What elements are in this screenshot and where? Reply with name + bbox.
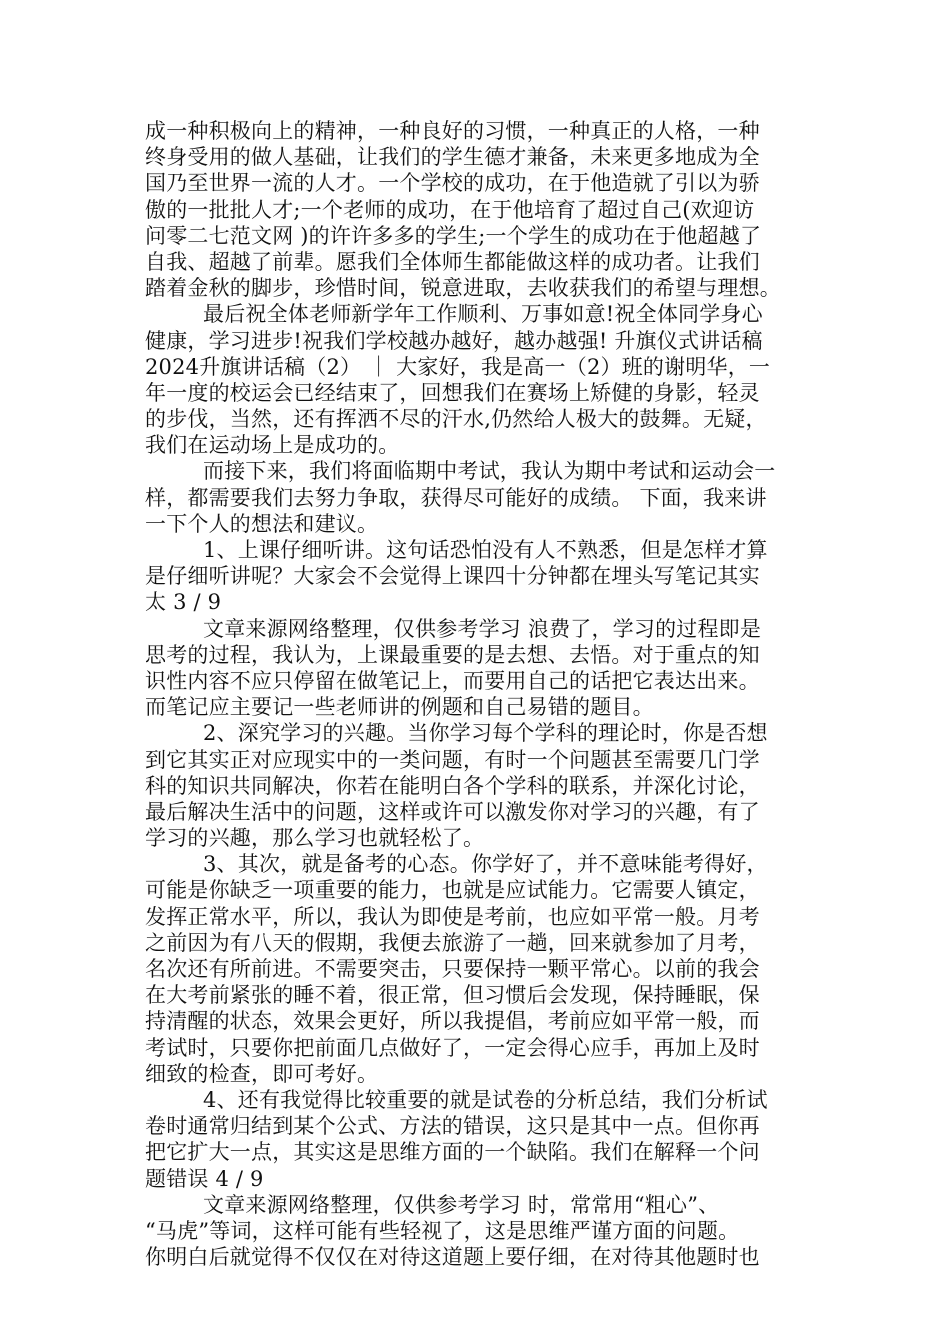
text-line: 2024升旗讲话稿（2） ｜ 大家好，我是高一（2）班的谢明华，一 — [145, 354, 771, 379]
text-line: 你明白后就觉得不仅仅在对待这道题上要仔细，在对待其他题时也 — [145, 1245, 760, 1270]
page-marker-line: 太 3 / 9 — [145, 590, 222, 615]
text-line: 4、还有我觉得比较重要的就是试卷的分析总结，我们分析试 — [203, 1087, 768, 1112]
text-line: 3、其次，就是备考的心态。你学好了，并不意味能考得好， — [203, 852, 768, 877]
text-line: 卷时通常归结到某个公式、方法的错误，这只是其中一点。但你再 — [145, 1114, 760, 1139]
text-line: 1、上课仔细听讲。这句话恐怕没有人不熟悉，但是怎样才算 — [203, 538, 768, 562]
text-line: 2、深究学习的兴趣。当你学习每个学科的理论时，你是否想 — [203, 721, 768, 746]
text-line: 发挥正常水平，所以，我认为即使是考前，也应如平常一般。月考 — [145, 904, 760, 929]
text-line: 国乃至世界一流的人才。一个学校的成功，在于他造就了引以为骄 — [145, 171, 760, 196]
text-line: 是仔细听讲呢？大家会不会觉得上课四十分钟都在埋头写笔记其实 — [145, 564, 760, 589]
text-line: 识性内容不应只停留在做笔记上，而要用自己的话把它表达出来。 — [145, 668, 760, 693]
text-line: 持清醒的状态，效果会更好，所以我提倡，考前应如平常一般，而 — [145, 1009, 760, 1034]
source-note-line: 文章来源网络整理，仅供参考学习 时，常常用“粗心”、 — [203, 1192, 720, 1217]
text-line: 自我、超越了前辈。愿我们全体师生都能做这样的成功者。让我们 — [145, 249, 760, 274]
source-note-line: 文章来源网络整理，仅供参考学习 浪费了，学习的过程即是 — [203, 616, 762, 641]
text-line: 最后祝全体老师新学年工作顺利、万事如意!祝全体同学身心 — [203, 302, 763, 327]
text-line: 思考的过程，我认为，上课最重要的是去想、去悟。对于重点的知 — [145, 642, 760, 667]
text-line: 样，都需要我们去努力争取，获得尽可能好的成绩。 下面，我来讲 — [145, 485, 767, 510]
text-line: 健康，学习进步!祝我们学校越办越好，越办越强! 升旗仪式讲话稿 — [145, 328, 763, 353]
text-line: 的步伐，当然，还有挥洒不尽的汗水,仍然给人极大的鼓舞。无疑， — [145, 407, 767, 432]
text-line: 学习的兴趣，那么学习也就轻松了。 — [145, 826, 485, 851]
text-line: 名次还有所前进。不需要突击，只要保持一颗平常心。以前的我会 — [145, 957, 760, 981]
text-line: 年一度的校运会已经结束了，回想我们在赛场上矫健的身影，轻灵 — [145, 380, 760, 405]
text-line: 在大考前紧张的睡不着，很正常，但习惯后会发现，保持睡眠，保 — [145, 983, 760, 1008]
text-line: 把它扩大一点，其实这是思维方面的一个缺陷。我们在解释一个问 — [145, 1140, 760, 1165]
text-line: 科的知识共同解决，你若在能明白各个学科的联系，并深化讨论， — [145, 773, 760, 798]
text-line: 我们在运动场上是成功的。 — [145, 433, 400, 458]
text-line: 成一种积极向上的精神，一种良好的习惯，一种真正的人格，一种 — [145, 119, 760, 143]
text-line: 踏着金秋的脚步，珍惜时间，锐意进取，去收获我们的希望与理想。 — [145, 276, 781, 301]
text-line: 到它其实正对应现实中的一类问题，有时一个问题甚至需要几门学 — [145, 747, 760, 772]
text-line: 之前因为有八天的假期，我便去旅游了一趟，回来就参加了月考， — [145, 930, 760, 955]
body-text — [145, 118, 810, 1270]
text-line: 一下个人的想法和建议。 — [145, 511, 379, 536]
text-line: 细致的检查，即可考好。 — [145, 1061, 379, 1086]
text-line: 考试时，只要你把前面几点做好了，一定会得心应手，再加上及时 — [145, 1035, 760, 1060]
text-line: 问零二七范文网 )的许许多多的学生;一个学生的成功在于他超越了 — [145, 223, 762, 248]
text-line: 可能是你缺乏一项重要的能力，也就是应试能力。它需要人镇定， — [145, 878, 760, 903]
text-line: 最后解决生活中的问题，这样或许可以激发你对学习的兴趣，有了 — [145, 799, 760, 824]
text-line: 傲的一批批人才;一个老师的成功，在于他培育了超过自己(欢迎访 — [145, 197, 755, 222]
text-line: “马虎”等词，这样可能有些轻视了，这是思维严谨方面的问题。 — [145, 1218, 740, 1243]
text-line: 而接下来，我们将面临期中考试，我认为期中考试和运动会一 — [203, 459, 776, 484]
text-line: 终身受用的做人基础，让我们的学生德才兼备，未来更多地成为全 — [145, 145, 760, 170]
page-marker-line: 题错误 4 / 9 — [145, 1166, 264, 1191]
text-line: 而笔记应主要记一些老师讲的例题和自己易错的题目。 — [145, 695, 654, 720]
